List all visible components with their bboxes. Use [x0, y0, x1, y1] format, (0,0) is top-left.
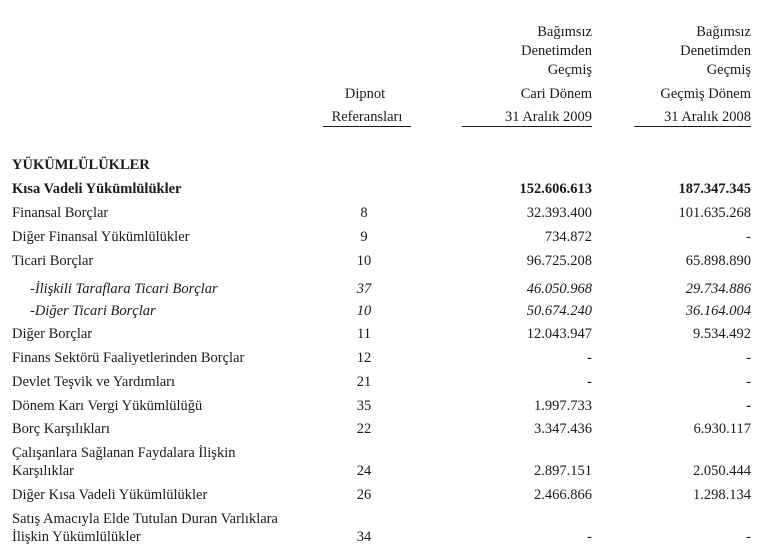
row-previous-value: 2.050.444 [693, 463, 751, 479]
row-label-continued: İlişkin Yükümlülükler [12, 529, 141, 545]
section-title: YÜKÜMLÜLÜKLER [12, 157, 150, 173]
row-previous-value: 9.534.492 [693, 326, 751, 342]
row-label: Diğer Kısa Vadeli Yükümlülükler [12, 487, 208, 503]
row-note: 24 [356, 463, 372, 479]
row-current-value: 96.725.208 [526, 253, 592, 269]
row-label: -Diğer Ticari Borçlar [30, 303, 156, 319]
row-current-value: 3.347.436 [534, 421, 592, 437]
row-note: 10 [356, 253, 372, 269]
previous-header-date: 31 Aralık 2008 [634, 109, 751, 127]
row-label: Çalışanlara Sağlanan Faydalara İlişkin [12, 445, 236, 461]
row-label: Ticari Borçlar [12, 253, 94, 269]
current-header-date: 31 Aralık 2009 [462, 109, 592, 127]
note-header-line1: Dipnot [344, 86, 386, 102]
row-note: 11 [357, 326, 371, 342]
row-note: 37 [356, 281, 372, 297]
row-previous-value: 29.734.886 [685, 281, 751, 297]
row-label: Satış Amacıyla Elde Tutulan Duran Varlıklara [12, 511, 278, 527]
row-current-value: 1.997.733 [534, 398, 592, 414]
current-header-line3: Geçmiş [547, 62, 592, 78]
row-current-value: 50.674.240 [526, 303, 592, 319]
row-note: 10 [356, 303, 372, 319]
row-current-value: - [587, 350, 592, 366]
row-previous-value: - [746, 350, 751, 366]
row-previous-value: 6.930.117 [693, 421, 751, 437]
previous-header-line3: Geçmiş [706, 62, 751, 78]
current-header-period: Cari Dönem [520, 86, 592, 102]
row-current-value: 32.393.400 [526, 205, 592, 221]
row-label-continued: Karşılıklar [12, 463, 75, 479]
row-previous-value: 187.347.345 [678, 181, 751, 197]
row-label: Devlet Teşvik ve Yardımları [12, 374, 176, 390]
row-previous-value: - [746, 398, 751, 414]
row-note: 22 [356, 421, 372, 437]
row-note: 35 [356, 398, 372, 414]
row-current-value: - [587, 374, 592, 390]
row-label: -İlişkili Taraflara Ticari Borçlar [30, 281, 218, 297]
row-current-value: 152.606.613 [519, 181, 592, 197]
row-label: Finans Sektörü Faaliyetlerinden Borçlar [12, 350, 245, 366]
row-current-value: 734.872 [544, 229, 592, 245]
row-note: 9 [360, 229, 368, 245]
row-previous-value: 36.164.004 [685, 303, 751, 319]
row-note: 8 [360, 205, 368, 221]
row-label: Dönem Karı Vergi Yükümlülüğü [12, 398, 203, 414]
previous-header-line1: Bağımsız [696, 24, 751, 40]
row-current-value: 12.043.947 [526, 326, 592, 342]
row-current-value: 2.466.866 [534, 487, 592, 503]
row-previous-value: - [746, 529, 751, 545]
row-note: 21 [356, 374, 372, 390]
row-label: Diğer Borçlar [12, 326, 93, 342]
row-current-value: 46.050.968 [526, 281, 592, 297]
row-note: 26 [356, 487, 372, 503]
row-current-value: - [587, 529, 592, 545]
row-previous-value: 101.635.268 [678, 205, 751, 221]
row-current-value: 2.897.151 [534, 463, 592, 479]
row-note: 34 [356, 529, 372, 545]
row-previous-value: - [746, 374, 751, 390]
row-previous-value: 1.298.134 [693, 487, 751, 503]
current-header-line1: Bağımsız [537, 24, 592, 40]
row-previous-value: 65.898.890 [685, 253, 751, 269]
previous-header-line2: Denetimden [680, 43, 751, 59]
row-label: Diğer Finansal Yükümlülükler [12, 229, 190, 245]
note-header-line2: Referansları [323, 109, 411, 127]
row-previous-value: - [746, 229, 751, 245]
row-label: Borç Karşılıkları [12, 421, 110, 437]
row-label: Finansal Borçlar [12, 205, 109, 221]
current-header-line2: Denetimden [521, 43, 592, 59]
row-note: 12 [356, 350, 372, 366]
previous-header-period: Geçmiş Dönem [660, 86, 751, 102]
row-label: Kısa Vadeli Yükümlülükler [12, 181, 182, 197]
